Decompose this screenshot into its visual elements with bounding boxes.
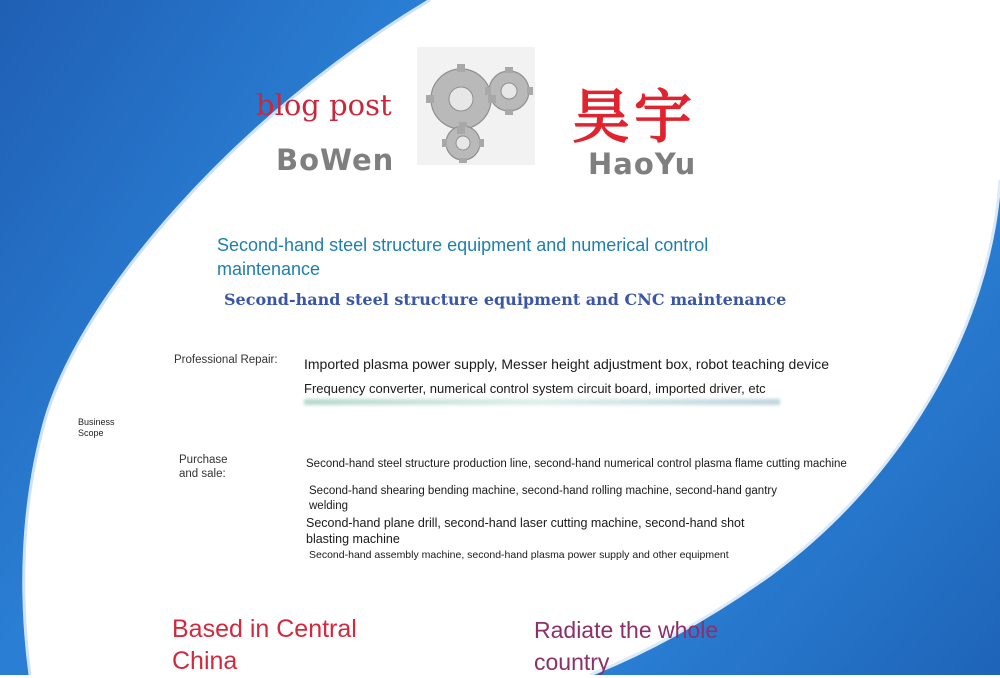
repair-line-2: Frequency converter, numerical control system circuit board, imported driver, etc [304, 381, 766, 396]
purchase-sale-label: Purchase and sale: [179, 454, 228, 480]
bowen-label: BoWen [276, 143, 395, 177]
purchase-line-2: Second-hand shearing bending machine, second-hand rolling machine, second-hand gantry welding [309, 485, 777, 512]
professional-repair-label: Professional Repair: [174, 354, 278, 366]
faded-text-strip [304, 399, 780, 405]
title-secondary: Second-hand steel structure equipment and CNC maintenance [224, 290, 787, 309]
purchase-line-4: Second-hand assembly machine, second-hand plasma power supply and other equipment [309, 549, 729, 561]
title-primary: Second-hand steel structure equipment and numerical control maintenance [217, 235, 709, 279]
footer-left-slogan: Based in Central China [172, 615, 357, 675]
gears-icon [417, 47, 535, 165]
footer-right-slogan: Radiate the whole country [534, 617, 719, 675]
blog-post-label: blog post [256, 88, 392, 122]
repair-line-1: Imported plasma power supply, Messer height adjustment box, robot teaching device [304, 356, 830, 372]
haoyu-label: HaoYu [588, 147, 697, 181]
purchase-line-1: Second-hand steel structure production line, second-hand numerical control plasma flame cutting machine [306, 458, 847, 470]
business-scope-label: Business Scope [78, 417, 115, 438]
purchase-line-3: Second-hand plane drill, second-hand laser cutting machine, second-hand shot blasting machine [306, 516, 745, 546]
chinese-brand-name: 昊宇 [572, 83, 697, 151]
